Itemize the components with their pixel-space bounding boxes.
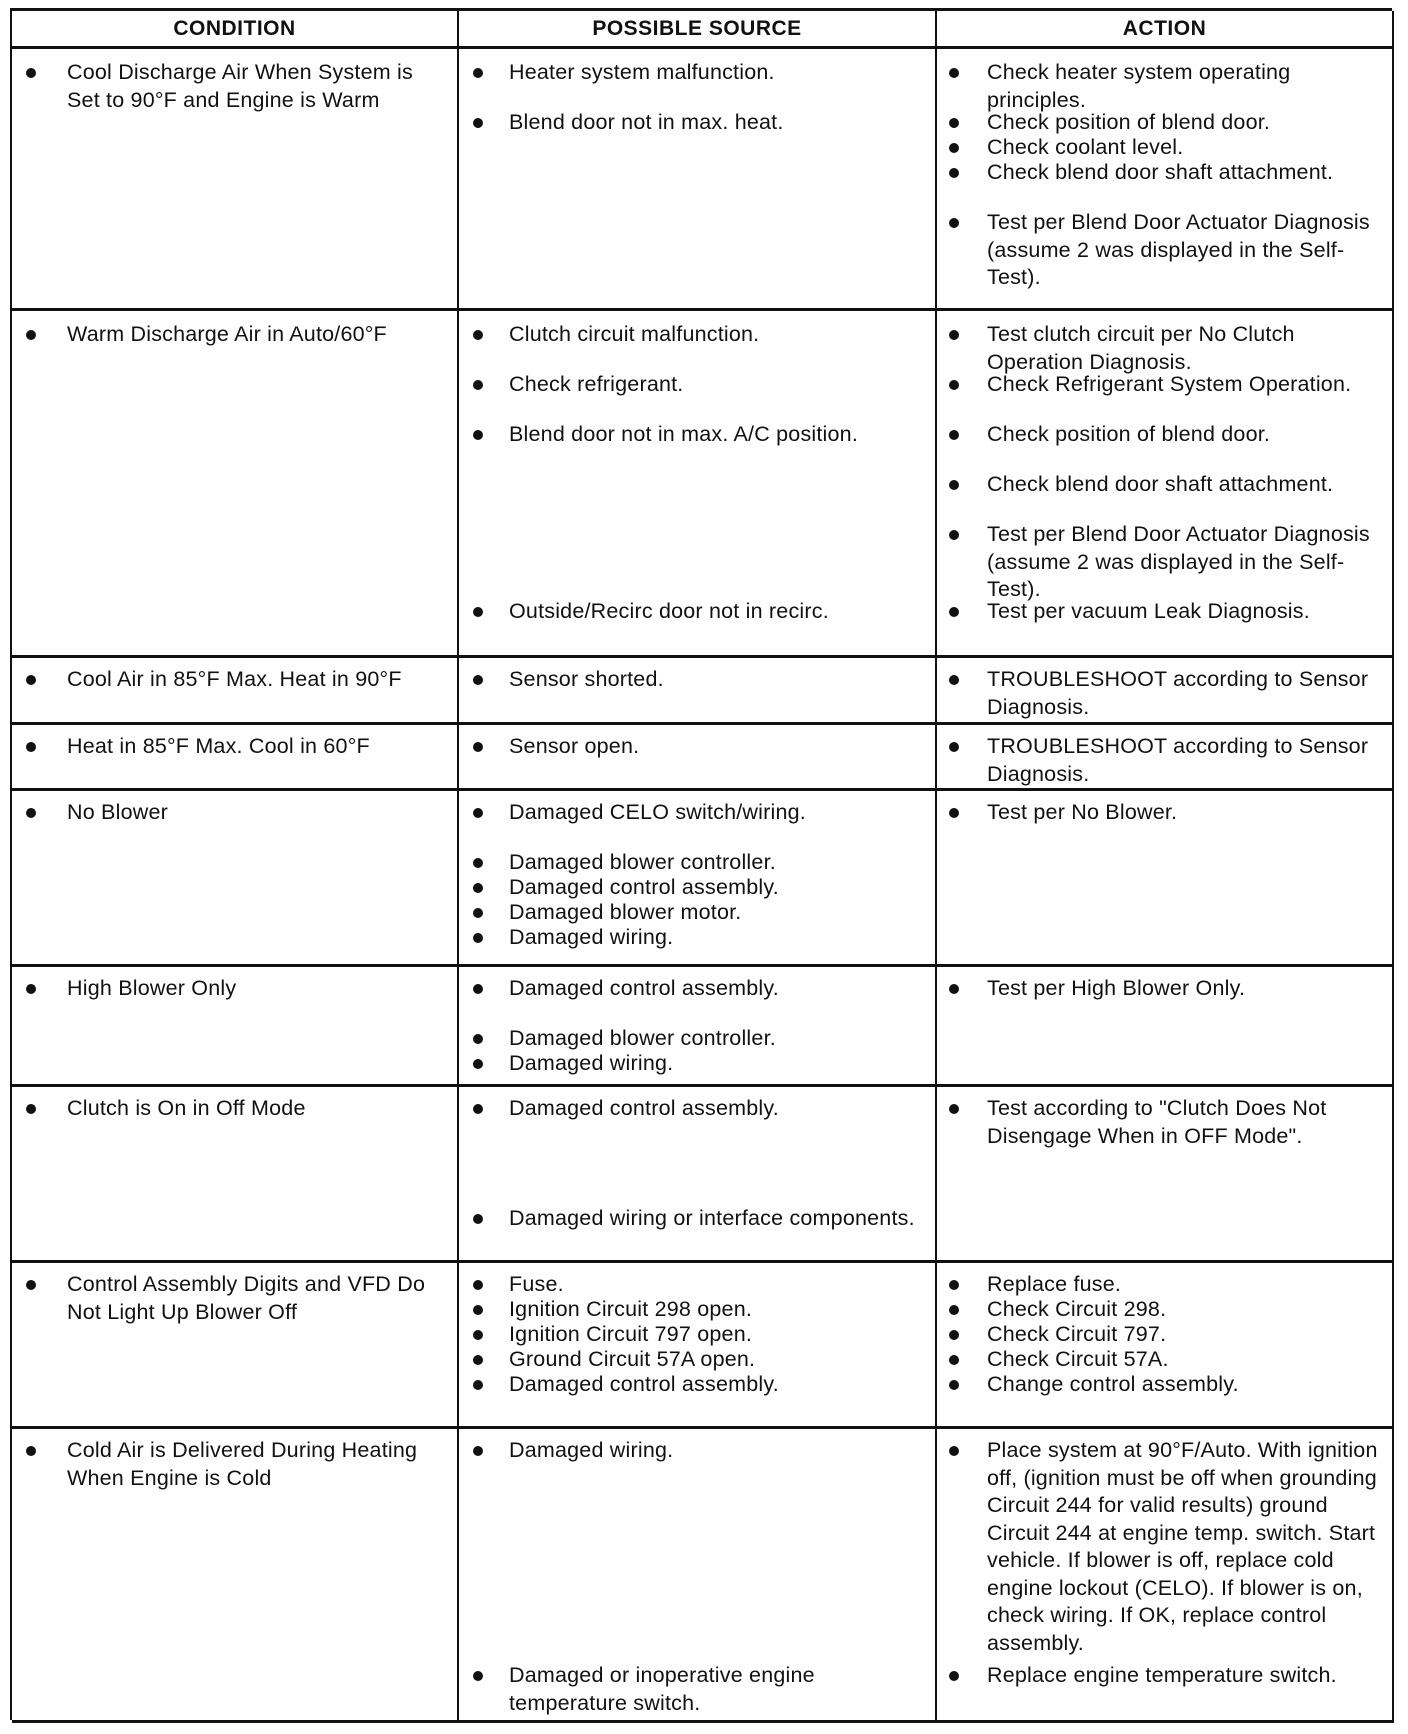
condition-cell: [12, 791, 459, 967]
diagnosis-table: [10, 8, 1392, 1720]
action-item: Test according to "Clutch Does Not Disengage When in OFF Mode".: [949, 1095, 1386, 1150]
source-item: Ground Circuit 57A open.: [473, 1346, 929, 1374]
header-possible-source: POSSIBLE SOURCE: [459, 11, 937, 49]
source-item: Damaged wiring.: [473, 1437, 929, 1465]
action-item: Test clutch circuit per No Clutch Operation Diagnosis.: [949, 321, 1386, 376]
source-item: Heater system malfunction.: [473, 59, 929, 87]
source-cell: [459, 658, 937, 725]
source-item: Sensor open.: [473, 733, 929, 761]
source-cell: [459, 1429, 937, 1723]
condition-text: No Blower: [26, 799, 451, 827]
condition-text: High Blower Only: [26, 975, 451, 1003]
source-cell: [459, 49, 937, 311]
source-cell: [459, 725, 937, 791]
action-item: Check Refrigerant System Operation.: [949, 371, 1386, 399]
source-item: Damaged wiring.: [473, 1050, 929, 1078]
action-cell: [937, 967, 1394, 1087]
action-item: Replace fuse.: [949, 1271, 1386, 1299]
condition-text: Cold Air is Delivered During Heating When Engine is Cold: [26, 1437, 451, 1492]
source-cell: [459, 1087, 937, 1263]
condition-text: Heat in 85°F Max. Cool in 60°F: [26, 733, 451, 761]
condition-cell: [12, 49, 459, 311]
source-item: Damaged CELO switch/wiring.: [473, 799, 929, 827]
action-item: Test per Blend Door Actuator Diagnosis (assume 2 was displayed in the Self-Test).: [949, 209, 1386, 292]
source-item: Fuse.: [473, 1271, 929, 1299]
action-item: Check position of blend door.: [949, 421, 1386, 449]
action-cell: [937, 658, 1394, 725]
condition-text: Warm Discharge Air in Auto/60°F: [26, 321, 451, 349]
source-item: Damaged control assembly.: [473, 874, 929, 902]
action-cell: [937, 791, 1394, 967]
source-item: Damaged blower motor.: [473, 899, 929, 927]
condition-cell: [12, 967, 459, 1087]
condition-cell: [12, 311, 459, 658]
source-item: Blend door not in max. heat.: [473, 109, 929, 137]
condition-text: Control Assembly Digits and VFD Do Not Light Up Blower Off: [26, 1271, 451, 1326]
action-item: Test per vacuum Leak Diagnosis.: [949, 598, 1386, 626]
action-item: TROUBLESHOOT according to Sensor Diagnosis.: [949, 733, 1386, 788]
action-cell: [937, 1429, 1394, 1723]
source-item: Clutch circuit malfunction.: [473, 321, 929, 349]
action-item: Test per High Blower Only.: [949, 975, 1386, 1003]
action-item: Check Circuit 298.: [949, 1296, 1386, 1324]
source-cell: [459, 791, 937, 967]
source-item: Ignition Circuit 298 open.: [473, 1296, 929, 1324]
source-item: Damaged control assembly.: [473, 1371, 929, 1399]
action-item: Check heater system operating principles.: [949, 59, 1386, 114]
source-cell: [459, 311, 937, 658]
action-item: Test per Blend Door Actuator Diagnosis (assume 2 was displayed in the Self-Test).: [949, 521, 1386, 604]
source-item: Damaged blower controller.: [473, 1025, 929, 1053]
source-cell: [459, 1263, 937, 1429]
action-item: Check Circuit 797.: [949, 1321, 1386, 1349]
header-action: ACTION: [937, 11, 1394, 49]
source-item: Damaged control assembly.: [473, 975, 929, 1003]
source-item: Ignition Circuit 797 open.: [473, 1321, 929, 1349]
action-item: Change control assembly.: [949, 1371, 1386, 1399]
action-item: Check Circuit 57A.: [949, 1346, 1386, 1374]
source-item: Damaged control assembly.: [473, 1095, 929, 1123]
action-item: Check blend door shaft attachment.: [949, 159, 1386, 187]
source-item: Damaged wiring or interface components.: [473, 1205, 929, 1233]
source-item: Sensor shorted.: [473, 666, 929, 694]
source-item: Check refrigerant.: [473, 371, 929, 399]
condition-cell: [12, 658, 459, 725]
action-item: Place system at 90°F/Auto. With ignition off, (ignition must be off when grounding Circuit 244 for valid results) ground Circuit 244 at engine temp. switch. Start vehicle. If blower is off, replace cold engine lockout (CELO). If blower is on, check wiring. If OK, replace control assembly.: [949, 1437, 1386, 1657]
source-item: Damaged or inoperative engine temperature switch.: [473, 1662, 929, 1717]
action-cell: [937, 311, 1394, 658]
action-cell: [937, 49, 1394, 311]
action-item: TROUBLESHOOT according to Sensor Diagnosis.: [949, 666, 1386, 721]
condition-text: Cool Air in 85°F Max. Heat in 90°F: [26, 666, 451, 694]
action-cell: [937, 1263, 1394, 1429]
action-item: Check coolant level.: [949, 134, 1386, 162]
header-condition: CONDITION: [12, 11, 459, 49]
condition-cell: [12, 725, 459, 791]
action-cell: [937, 725, 1394, 791]
condition-text: Clutch is On in Off Mode: [26, 1095, 451, 1123]
condition-text: Cool Discharge Air When System is Set to 90°F and Engine is Warm: [26, 59, 451, 114]
source-item: Blend door not in max. A/C position.: [473, 421, 929, 449]
action-item: Check blend door shaft attachment.: [949, 471, 1386, 499]
action-item: Replace engine temperature switch.: [949, 1662, 1386, 1690]
condition-cell: [12, 1429, 459, 1723]
source-item: Outside/Recirc door not in recirc.: [473, 598, 929, 626]
source-item: Damaged wiring.: [473, 924, 929, 952]
source-cell: [459, 967, 937, 1087]
condition-cell: [12, 1263, 459, 1429]
action-cell: [937, 1087, 1394, 1263]
source-item: Damaged blower controller.: [473, 849, 929, 877]
action-item: Test per No Blower.: [949, 799, 1386, 827]
condition-cell: [12, 1087, 459, 1263]
action-item: Check position of blend door.: [949, 109, 1386, 137]
